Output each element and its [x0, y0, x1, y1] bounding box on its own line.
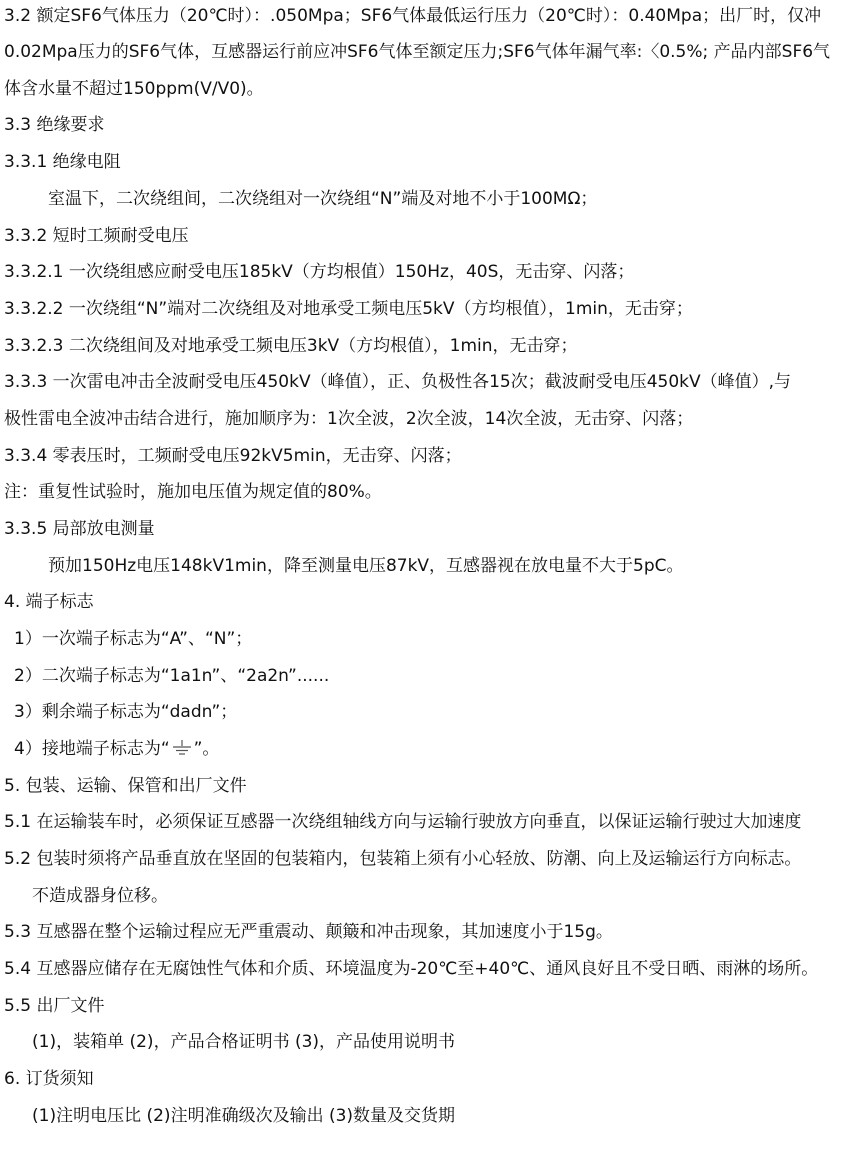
- text-line: 3.3.3 一次雷电冲击全波耐受电压450kV（峰值），正、负极性各15次；截波耐受电压450kV（峰值）,与: [4, 372, 792, 392]
- text-line: 体含水量不超过150ppm(V/V0)。: [4, 79, 264, 99]
- text-line: 3.3.4 零表压时，工频耐受电压92kV5min，无击穿、闪落；: [4, 446, 462, 466]
- text-line: 5.3 互感器在整个运输过程应无严重震动、颠簸和冲击现象，其加速度小于15g。: [4, 922, 613, 942]
- text-line: 不造成器身位移。: [32, 886, 168, 906]
- list-item-text: ”。: [193, 739, 220, 759]
- list-item: [14, 733, 219, 765]
- text-line: 3.2 额定SF6气体压力（20℃时）：.050Mpa；SF6气体最低运行压力（20℃时）：0.40Mpa；出厂时，仅冲: [4, 6, 822, 26]
- list-item: 2）二次端子标志为“1a1n”、“2a2n”......: [14, 666, 330, 686]
- section-heading: 4. 端子标志: [4, 592, 94, 612]
- text-line: 预加150Hz电压148kV1min，降至测量电压87kV，互感器视在放电量不大于5pC。: [48, 556, 684, 576]
- ground-icon: [171, 739, 193, 757]
- section-heading: 3.3.5 局部放电测量: [4, 519, 155, 539]
- text-line: 5.1 在运输装车时，必须保证互感器一次绕组轴线方向与运输行驶放方向垂直，以保证运输行驶过大加速度: [4, 812, 802, 832]
- list-item: (1)注明电压比 (2)注明准确级次及输出 (3)数量及交货期: [32, 1106, 456, 1126]
- text-line: 3.3.2.1 一次绕组感应耐受电压185kV（方均根值）150Hz，40S，无击穿、闪落；: [4, 262, 635, 282]
- section-heading: 5.5 出厂文件: [4, 996, 105, 1016]
- list-item: 1）一次端子标志为“A”、“N”；: [14, 629, 253, 649]
- section-heading: 3.3.2 短时工频耐受电压: [4, 226, 189, 246]
- section-heading: 3.3.1 绝缘电阻: [4, 152, 121, 172]
- list-item: (1)，装箱单 (2)，产品合格证明书 (3)，产品使用说明书: [32, 1032, 456, 1052]
- section-heading: 3.3 绝缘要求: [4, 115, 105, 135]
- text-line: 5.4 互感器应储存在无腐蚀性气体和介质、环境温度为-20℃至+40℃、通风良好且不受日晒、雨淋的场所。: [4, 959, 819, 979]
- text-line: 3.3.2.3 二次绕组间及对地承受工频电压3kV（方均根值），1min，无击穿；: [4, 336, 578, 356]
- section-heading: 6. 订货须知: [4, 1069, 94, 1089]
- text-line: 0.02Mpa压力的SF6气体，互感器运行前应冲SF6气体至额定压力;SF6气体年漏气率:〈0.5%; 产品内部SF6气: [4, 42, 831, 62]
- section-heading: 5. 包装、运输、保管和出厂文件: [4, 776, 247, 796]
- text-line: 5.2 包装时须将产品垂直放在坚固的包装箱内，包装箱上须有小心轻放、防潮、向上及运输运行方向标志。: [4, 849, 802, 869]
- note-line: 注：重复性试验时，施加电压值为规定值的80%。: [4, 482, 382, 502]
- list-item: 3）剩余端子标志为“dadn”；: [14, 702, 238, 722]
- text-line: 极性雷电全波冲击结合进行，施加顺序为：1次全波，2次全波，14次全波，无击穿、闪落；: [4, 409, 694, 429]
- text-line: 3.3.2.2 一次绕组“N”端对二次绕组及对地承受工频电压5kV（方均根值），1min，无击穿；: [4, 299, 693, 319]
- list-item-text: 4）接地端子标志为“: [14, 739, 170, 759]
- text-line: 室温下，二次绕组间，二次绕组对一次绕组“N”端及对地不小于100MΩ；: [48, 189, 598, 209]
